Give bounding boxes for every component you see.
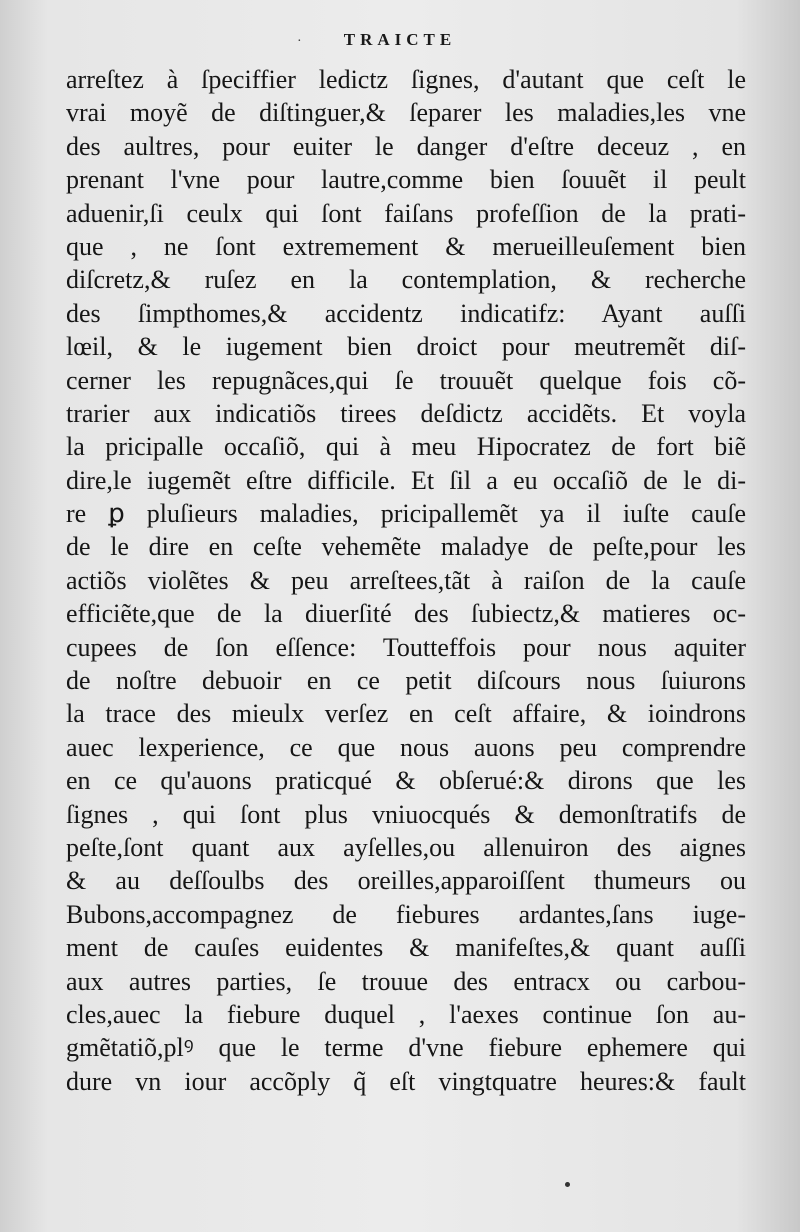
text-line: cupees de ſon eſſence: Toutteffois pour nous aquiter (66, 632, 746, 662)
text-line: en ce qu'auons praticqué & obſerué:& dirons que les (66, 766, 746, 796)
text-line: aduenir,ſi ceulx qui ſont faiſans profeſſion de la prati- (66, 198, 746, 228)
text-line: de le dire en ceſte vehemẽte maladye de peſte,pour les (66, 532, 746, 562)
text-line: peſte,ſont quant aux ayſelles,ou allenuiron des aignes (66, 832, 746, 862)
text-line: arreſtez à ſpeciffier ledictz ſignes, d'autant que ceſt le (66, 65, 746, 94)
text-line: la pricipalle occaſiõ, qui à meu Hipocratez de fort biẽ (66, 432, 746, 462)
text-line: Bubons,accompagnez de fiebures ardantes,ſans iuge- (66, 899, 746, 929)
text-line: gmẽtatiõ,plꝰ que le terme d'vne fiebure ephemere qui (66, 1033, 746, 1063)
ornament-mark: · (297, 34, 302, 49)
text-line: cles,auec la fiebure duquel , l'aexes continue ſon au- (66, 999, 746, 1029)
running-head: TRAICTE (343, 30, 457, 49)
text-line: lœil, & le iugement bien droict pour meutremẽt diſ- (66, 332, 746, 362)
text-line: des aultres, pour euiter le danger d'eſtre deceuz , en (66, 131, 746, 161)
text-line: re ꝑ pluſieurs maladies, pricipallemẽt ya il iuſte cauſe (66, 499, 746, 529)
text-line: efficiẽte,que de la diuerſité des ſubiectz,& matieres oc- (66, 599, 746, 629)
text-line: ſignes , qui ſont plus vniuocqués & demonſtratifs de (66, 799, 746, 829)
text-line: dire,le iugemẽt eſtre difficile. Et ſil a eu occaſiõ de le di- (66, 465, 746, 495)
text-line: dure vn iour accõply q̃ eſt vingtquatre heures:& fault (66, 1066, 746, 1096)
folio-dot (565, 1182, 570, 1187)
text-line: aux autres parties, ſe trouue des entracx ou carbou- (66, 966, 746, 996)
body-text (66, 63, 746, 1098)
text-line: diſcretz,& ruſez en la contemplation, & recherche (66, 265, 746, 295)
text-line: auec lexperience, ce que nous auons peu comprendre (66, 732, 746, 762)
text-line: la trace des mieulx verſez en ceſt affaire, & ioindrons (66, 699, 746, 729)
text-line: des ſimpthomes,& accidentz indicatifz: Ayant auſſi (66, 298, 746, 328)
text-line: vrai moyẽ de diſtinguer,& ſeparer les maladies,les vne (66, 98, 746, 128)
text-line: prenant l'vne pour lautre,comme bien ſouuẽt il peult (66, 165, 746, 195)
text-line: trarier aux indicatiõs tirees deſdictz accidẽts. Et voyla (66, 398, 746, 428)
text-line: & au deſſoulbs des oreilles,apparoiſſent thumeurs ou (66, 866, 746, 896)
text-line: de noſtre debuoir en ce petit diſcours nous ſuiurons (66, 666, 746, 696)
text-line: ment de cauſes euidentes & manifeſtes,& quant auſſi (66, 933, 746, 963)
text-line: actiõs violẽtes & peu arreſtees,tãt à raiſon de la cauſe (66, 565, 746, 595)
text-line: que , ne ſont extremement & merueilleuſement bien (66, 231, 746, 261)
text-line: cerner les repugnãces,qui ſe trouuẽt quelque fois cõ- (66, 365, 746, 395)
